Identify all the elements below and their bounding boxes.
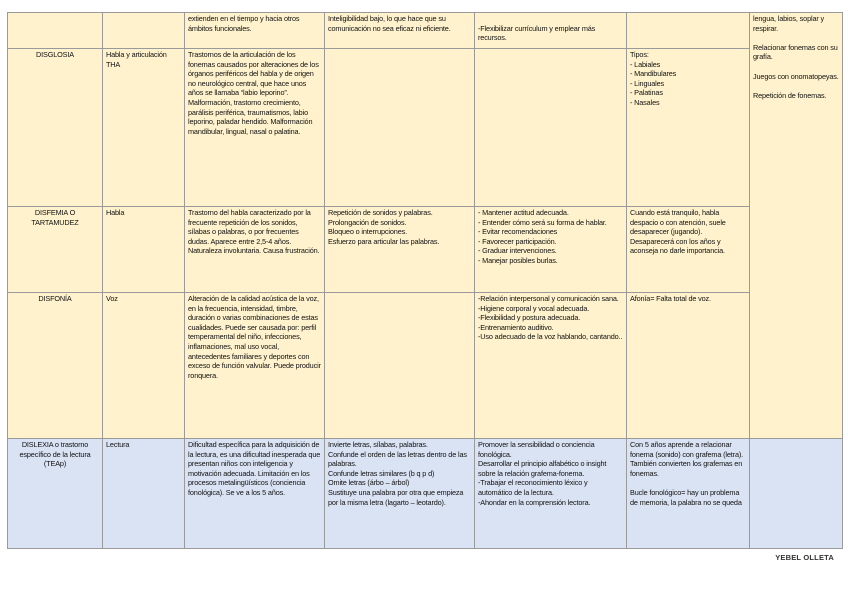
notes <box>627 13 750 49</box>
signs <box>325 207 475 293</box>
strategy-item: Promover la sensibilidad o conciencia fonológica. <box>478 440 595 459</box>
note-item: Tipos: <box>630 50 649 59</box>
strategies <box>475 439 627 549</box>
note-item: Cuando está tranquilo, habla despacio o con atención, suele desaparecer (jugando). <box>630 208 726 237</box>
signs <box>325 293 475 439</box>
strategy-item: - Mantener actitud adecuada. <box>478 208 569 217</box>
strategies <box>475 207 627 293</box>
sign-item: Prolongación de sonidos. <box>328 217 407 227</box>
description: Dificultad específica para la adquisición de la lectura, es una dificultad inesperada que presentan niños con inteligencia y motivación adecuada. Limitación en los procesos metalingüísticos (conciencia fonológica). Se ve a los 5 años. <box>185 439 325 549</box>
strategy-item: -Relación interpersonal y comunicación sana. <box>478 294 619 303</box>
notes <box>627 207 750 293</box>
strategy-item: -Flexibilidad y postura adecuada. <box>478 313 581 323</box>
affected-area: Voz <box>103 293 185 439</box>
strategy-item: Desarrollar el principio alfabético o insight sobre la relación grafema-fonema. <box>478 459 607 478</box>
sign-item: Confunde el orden de las letras dentro de las palabras. <box>328 449 467 469</box>
disorder-name: DISLEXIA o trastorno específico de la lectura (TEAp) <box>8 439 103 549</box>
author-footer: YEBEL OLLETA <box>775 553 834 562</box>
table-row <box>8 49 843 207</box>
note-item: Bucle fonológico= hay un problema de memoria, la palabra no se queda <box>630 487 742 507</box>
note-item: Afonía= Falta total de voz. <box>630 294 711 303</box>
disorder-name: DISGLOSIA <box>8 49 103 207</box>
affected-area: Habla <box>103 207 185 293</box>
description: Trastorno del habla caracterizado por la frecuente repetición de los sonidos, sílabas o palabras, o por frecuentes dudas. Aparece entre 2,5-4 años. Naturaleza involuntaria. Causa frustración. <box>185 207 325 293</box>
signs: Inteligibilidad bajo, lo que hace que su comunicación no sea eficaz ni eficiente. <box>325 13 475 49</box>
strategies <box>475 13 627 49</box>
sign-item: Esfuerzo para articular las palabras. <box>328 236 440 246</box>
strategy-item: - Favorecer participación. <box>478 236 557 246</box>
description: Trastornos de la articulación de los fonemas causados por alteraciones de los órganos periféricos del habla y de origen no neurológico central, que hace unos años se llamaba “labio leporino”. Malformación, trastorno crecimiento, parálisis periférica, traumatismos, labio leporino, paladar hendido. Malformación mandibular, lingual, nasal o palatina. <box>185 49 325 207</box>
description: Alteración de la calidad acústica de la voz, en la frecuencia, intensidad, timbre, duración o varias combinaciones de estas cualidades. Puede ser causada por: perfil temperamental del niño, infecciones, inflamaciones, mal uso vocal, antecedentes familiares y deportes con exceso de función valvular. Puede producir ronquera. <box>185 293 325 439</box>
table-row <box>8 207 843 293</box>
affected-area <box>103 13 185 49</box>
strategy-item: - Manejar posibles burlas. <box>478 255 558 265</box>
strategies <box>475 49 627 207</box>
table-row <box>8 13 843 49</box>
description: extienden en el tiempo y hacia otros ámbitos funcionales. <box>185 13 325 49</box>
strategy-item: -Trabajar el reconocimiento léxico y automático de la lectura. <box>478 478 588 497</box>
note-item: También convierten los grafemas en fonemas. <box>630 459 743 478</box>
sign-item: Confunde letras similares (b q p d) <box>328 468 435 478</box>
disorder-name <box>8 13 103 49</box>
side-item: Juegos con onomatopeyas. <box>753 71 839 81</box>
strategy-item: - Entender cómo será su forma de hablar. <box>478 217 607 227</box>
strategy-item: -Entrenamiento auditivo. <box>478 322 554 332</box>
signs <box>325 49 475 207</box>
sign-item: Sustituye una palabra por otra que empieza por la misma letra (lagarto – leotardo). <box>328 487 464 507</box>
note-item: - Labiales <box>630 59 661 69</box>
strategy-item: - Evitar recomendaciones <box>478 227 558 237</box>
table-row <box>8 439 843 549</box>
sign-item: Invierte letras, sílabas, palabras. <box>328 440 428 449</box>
strategy-item: -Uso adecuado de la voz hablando, cantando.. <box>478 332 623 342</box>
sign-item: Omite letras (árbo – árbol) <box>328 478 410 488</box>
side-item: Relacionar fonemas con su grafía. <box>753 42 838 62</box>
strategy-item: -Flexibilizar currículum y emplear más recursos. <box>478 23 596 43</box>
side-column <box>750 13 843 439</box>
strategy-item: - Graduar intervenciones. <box>478 246 557 256</box>
note-item: Con 5 años aprende a relacionar fonema (sonido) con grafema (letra). <box>630 440 744 459</box>
notes <box>627 439 750 549</box>
strategy-item: -Higiene corporal y vocal adecuada. <box>478 303 590 313</box>
table-row <box>8 293 843 439</box>
side-column-empty <box>750 439 843 549</box>
note-item: - Palatinas <box>630 88 663 98</box>
content-table <box>7 12 843 549</box>
sign-item: Bloqueo o interrupciones. <box>328 227 408 237</box>
disorder-name: DISFEMIA O TARTAMUDEZ <box>8 207 103 293</box>
side-item: Repetición de fonemas. <box>753 90 827 100</box>
note-item: - Nasales <box>630 97 660 107</box>
sign-item: Repetición de sonidos y palabras. <box>328 208 433 217</box>
strategies <box>475 293 627 439</box>
notes <box>627 293 750 439</box>
note-item: Desaparecerá con los años y aconseja no darle importancia. <box>630 236 725 256</box>
affected-area: Habla y articulación THA <box>103 49 185 207</box>
notes <box>627 49 750 207</box>
note-item: - Linguales <box>630 78 665 88</box>
signs <box>325 439 475 549</box>
side-item: lengua, labios, soplar y respirar. <box>753 14 825 33</box>
affected-area: Lectura <box>103 439 185 549</box>
note-item: - Mandibulares <box>630 69 677 79</box>
strategy-item: -Ahondar en la comprensión lectora. <box>478 497 591 507</box>
disorder-name: DISFONÍA <box>8 293 103 439</box>
